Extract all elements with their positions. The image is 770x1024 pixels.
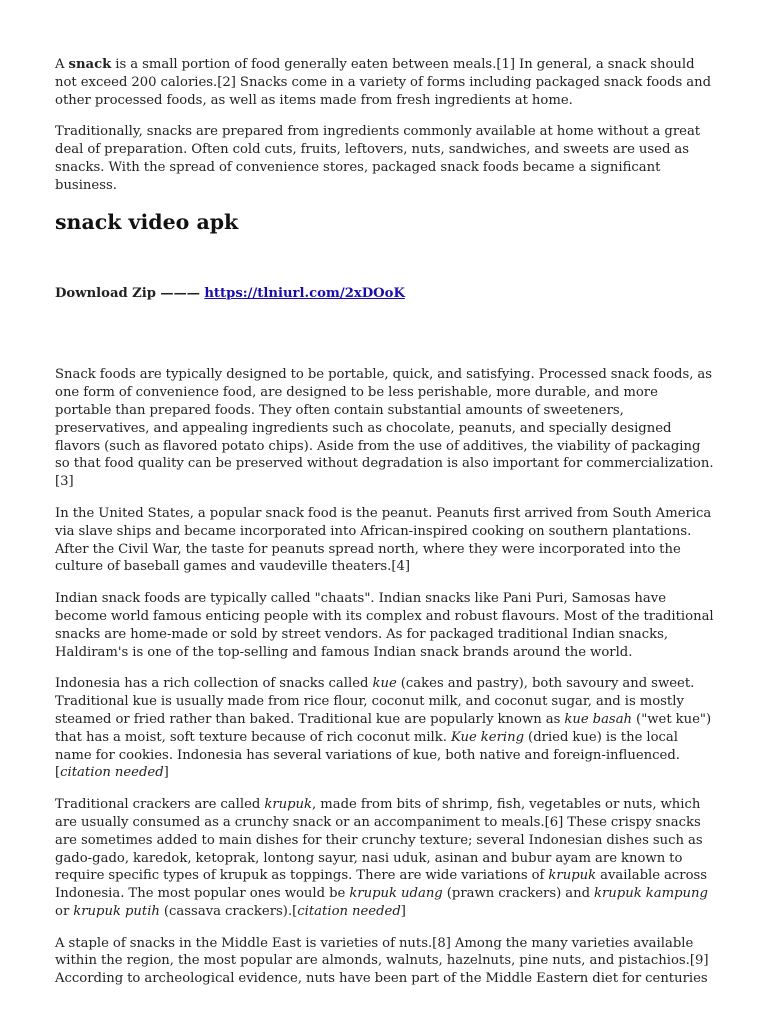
text-segment: , made from bits of shrimp, fish, vegetables or nuts, which are usually consumed as a crunchy snack or an accompaniment to meals.[6] These crispy snacks are sometimes added to main dishes for their crunchy texture; several Indonesian dishes such as gado-gado, karedok, ketoprak, lontong sayur, nasi uduk, asinan and bubur ayam are known to require specific types of krupuk as toppings. There are wide variations of — [55, 797, 703, 884]
paragraph-middle-east: A staple of snacks in the Middle East is varieties of nuts.[8] Among the many varieties available within the region, the most popular are almonds, walnuts, hazelnuts, pine nuts, and pistachios.[9] According to archeological evidence, nuts have been part of the Middle Eastern diet for centuries — [55, 935, 709, 987]
italic-term: krupuk — [264, 797, 313, 813]
text-segment: (cakes and pastry), both savoury and sweet. Traditional kue is usually made from rice flour, coconut milk, and coconut sugar, and is mostly steamed or fried rather than baked. Traditional kue are popularly known as — [55, 676, 695, 727]
intro-paragraph-2: Traditionally, snacks are prepared from ingredients commonly available at home without a great deal of preparation. Often cold cuts, fruits, leftovers, nuts, sandwiches, and sweets are used as snacks. With the spread of convenience stores, packaged snack foods became a significant business. — [55, 124, 701, 193]
text-segment: (cassava crackers).[ — [159, 903, 298, 919]
citation-needed: citation needed — [60, 765, 164, 781]
text-segment: (prawn crackers) and — [442, 886, 595, 902]
text-segment: or — [55, 903, 74, 919]
text-segment: Traditional crackers are called — [55, 797, 265, 813]
text-segment: available across Indonesia. The most popular ones would be — [55, 868, 708, 902]
paragraph-snack-foods: Snack foods are typically designed to be portable, quick, and satisfying. Processed snack foods, as one form of convenience food, are designed to be less perishable, more durable, and more portable than prepared foods. They often contain substantial amounts of sweeteners, preservatives, and appealing ingredients such as chocolate, peanuts, and specially designed flavors (such as flavored potato chips). Aside from the use of additives, the viability of packaging so that food quality can be preserved without degradation is also important for commercialization.[3] — [55, 367, 714, 490]
snack-term: snack — [68, 57, 112, 72]
italic-term: krupuk udang — [349, 886, 443, 902]
italic-term: krupuk putih — [73, 903, 160, 919]
italic-term: kue basah — [564, 711, 633, 727]
text-segment: ("wet kue") that has a moist, soft texture because of rich coconut milk. — [55, 711, 712, 745]
text-segment: (dried kue) is the local name for cookies. Indonesia has several variations of kue, both native and foreign-influenced.[ — [55, 729, 680, 781]
paragraph-indonesia — [55, 675, 715, 782]
text-segment: ] — [400, 903, 406, 919]
download-label: Download Zip ——— — [55, 285, 205, 301]
paragraph-indian-snacks: Indian snack foods are typically called "chaats". Indian snacks like Pani Puri, Samosas have become world famous enticing people with its complex and robust flavours. Most of the traditional snacks are home-made or sold by street vendors. As for packaged traditional Indian snacks, Haldiram's is one of the top-selling and famous Indian snack brands around the world. — [55, 591, 714, 660]
paragraph-krupuk — [55, 796, 715, 921]
citation-needed: citation needed — [297, 903, 401, 919]
italic-term: kue — [372, 676, 397, 692]
download-link[interactable]: https://tlniurl.com/2xDOoK — [204, 285, 405, 301]
text-segment: ] — [163, 765, 169, 781]
text-segment: Indonesia has a rich collection of snacks called — [55, 676, 373, 692]
page-heading: snack video apk — [55, 209, 239, 234]
spacer — [55, 302, 715, 366]
italic-term: krupuk — [548, 868, 597, 884]
intro-text-start: A — [55, 57, 69, 72]
document-page — [55, 56, 715, 1002]
italic-term: Kue kering — [450, 729, 525, 745]
intro-text-rest: is a small portion of food generally eaten between meals.[1] In general, a snack should not exceed 200 calories.[2] Snacks come in a variety of forms including packaged snack foods and other processed foods, as well as items made from fresh ingredients at home. — [55, 57, 712, 108]
intro-paragraph-1 — [55, 56, 715, 109]
paragraph-united-states: In the United States, a popular snack food is the peanut. Peanuts first arrived from South America via slave ships and became incorporated into African-inspired cooking on southern plantations. After the Civil War, the taste for peanuts spread north, where they were incorporated into the culture of baseball games and vaudeville theaters.[4] — [55, 505, 712, 575]
italic-term: krupuk kampung — [594, 886, 708, 902]
download-line — [55, 285, 715, 303]
